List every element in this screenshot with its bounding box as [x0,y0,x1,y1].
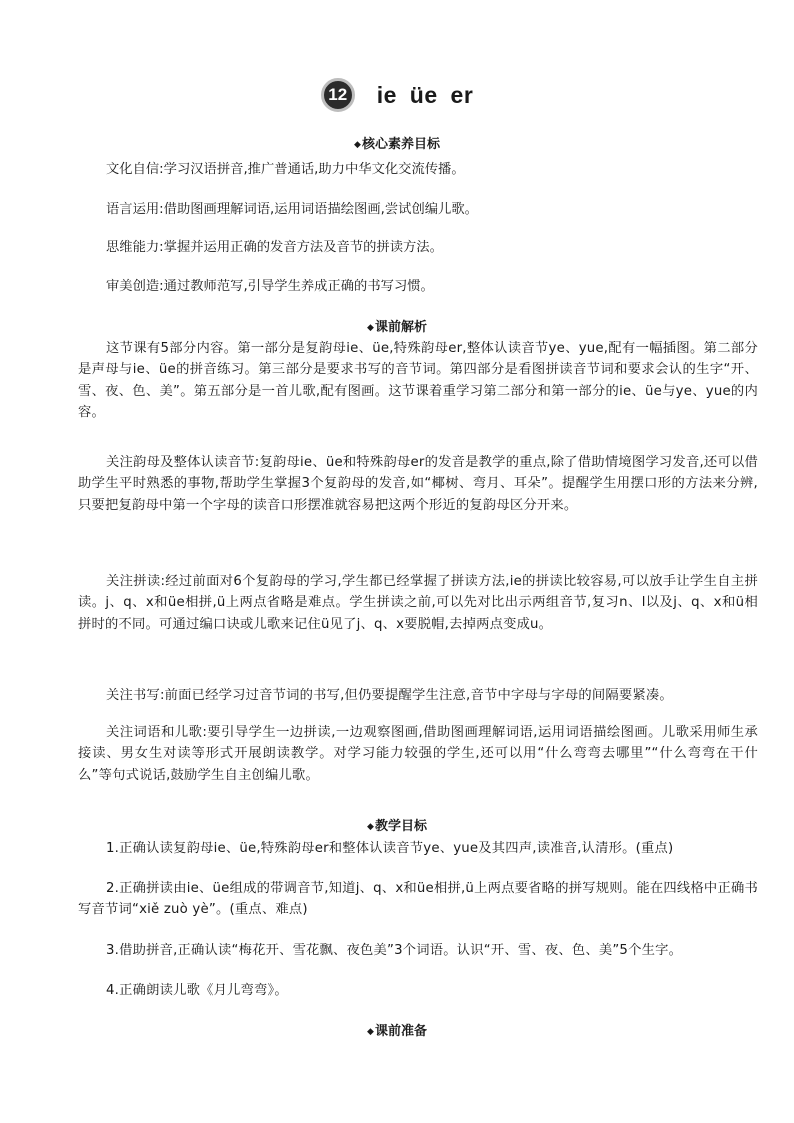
diamond-bullet-icon: ◆ [367,323,374,333]
pre-analysis-heading [0,316,794,335]
pre-analysis-paragraph: 关注书写:前面已经学习过音节词的书写,但仍要提醒学生注意,音节中字母与字母的间隔要紧凑。 [106,688,673,703]
pre-analysis-paragraph: 关注拼读:经过前面对6个复韵母的学习,学生都已经掌握了拼读方法,ie的拼读比较容易,可以放手让学生自主拼读。j、q、x和üe相拼,ü上两点省略是难点。学生拼读之前,可以先对比出示两组音节,复习n、l以及j、q、x和ü相拼时的不同。可通过编口诀或儿歌来记住ü见了j、q、x要脱帽,去掉两点变成u。 [78,574,758,632]
diamond-bullet-icon: ◆ [354,140,361,150]
pre-analysis-heading-text: 课前解析 [374,320,427,335]
diamond-bullet-icon: ◆ [367,822,374,832]
pre-analysis-paragraph: 关注韵母及整体认读音节:复韵母ie、üe和特殊韵母er的发音是教学的重点,除了借助情境图学习发音,还可以借助学生平时熟悉的事物,帮助学生掌握3个复韵母的发音,如“椰树、弯月、耳朵”。提醒学生用摆口形的方法来分辨,只要把复韵母中第一个字母的读音口形摆准就容易把这两个形近的复韵母区分开来。 [78,455,758,513]
diamond-bullet-icon: ◆ [367,1027,374,1037]
pre-analysis-paragraph: 这节课有5部分内容。第一部分是复韵母ie、üe,特殊韵母er,整体认读音节ye、yue,配有一幅插图。第二部分是声母与ie、üe的拼音练习。第三部分是要求书写的音节词。第四部分是看图拼读音节词和要求会认的生字“开、雪、夜、色、美”。第五部分是一首儿歌,配有图画。这节课着重学习第二部分和第一部分的ie、üe与ye、yue的内容。 [78,341,758,420]
core-goal-item: 审美创造:通过教师范写,引导学生养成正确的书写习惯。 [106,279,434,294]
pre-analysis-paragraph: 关注词语和儿歌:要引导学生一边拼读,一边观察图画,借助图画理解词语,运用词语描绘图画。儿歌采用师生承接读、男女生对读等形式开展朗读教学。对学习能力较强的学生,还可以用“什么弯弯去哪里”“什么弯弯在干什么”等句式说话,鼓励学生自主创编儿歌。 [78,725,758,783]
core-goal-item: 文化自信:学习汉语拼音,推广普通话,助力中华文化交流传播。 [106,162,465,177]
core-goals-heading [0,133,794,152]
preparation-heading-text: 课前准备 [374,1024,427,1039]
core-goal-item: 语言运用:借助图画理解词语,运用词语描绘图画,尝试创编儿歌。 [106,202,478,217]
teaching-goal-item: 3.借助拼音,正确认读“梅花开、雪花飘、夜色美”3个词语。认识“开、雪、夜、色、美”5个生字。 [106,943,683,958]
teaching-goals-heading [0,815,794,834]
core-goal-item: 思维能力:掌握并运用正确的发音方法及音节的拼读方法。 [106,240,443,255]
lesson-header [0,78,794,112]
teaching-goal-item: 2.正确拼读由ie、üe组成的带调音节,知道j、q、x和üe相拼,ü上两点要省略的拼写规则。能在四线格中正确书写音节词“xiě zuò yè”。(重点、难点) [78,881,758,918]
teaching-goals-heading-text: 教学目标 [374,819,427,834]
teaching-goal-item: 4.正确朗读儿歌《月儿弯弯》。 [106,983,288,998]
core-goals-heading-text: 核心素养目标 [361,137,440,152]
lesson-title: ie üe er [376,81,474,108]
lesson-number-badge: 12 [321,78,355,112]
teaching-goal-item: 1.正确认读复韵母ie、üe,特殊韵母er和整体认读音节ye、yue及其四声,读准音,认清形。(重点) [106,841,674,856]
preparation-heading [0,1020,794,1039]
